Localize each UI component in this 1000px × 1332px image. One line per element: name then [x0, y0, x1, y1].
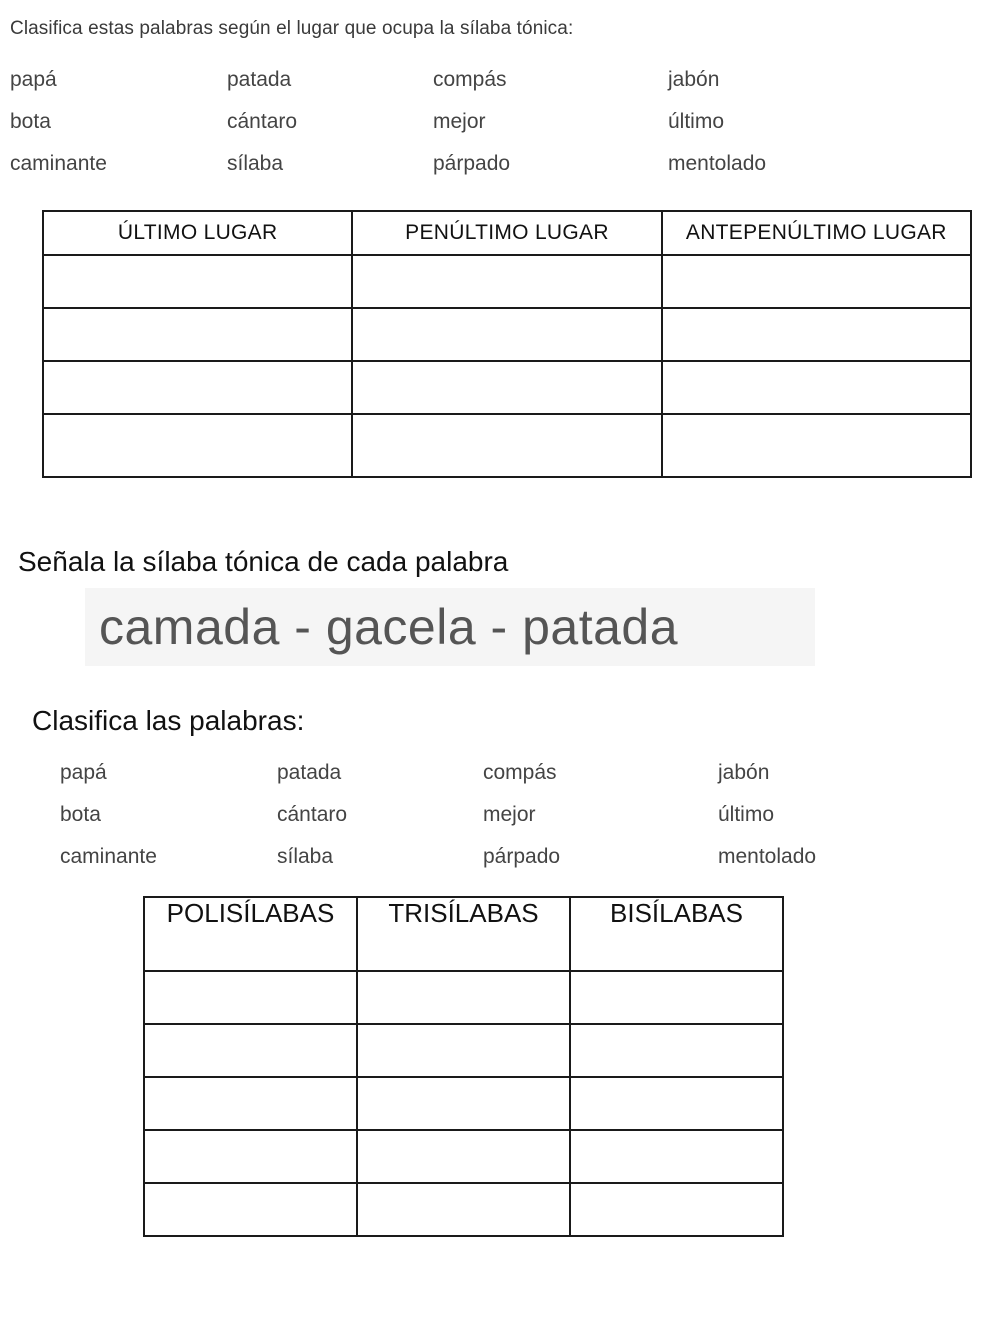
- table-row: [144, 1130, 783, 1183]
- word: último: [718, 803, 775, 826]
- header-polisilabas: POLISÍLABAS: [144, 897, 357, 971]
- word: jabón: [718, 761, 770, 784]
- word: jabón: [668, 68, 720, 91]
- answer-cell[interactable]: [662, 308, 971, 361]
- word: sílaba: [227, 152, 284, 175]
- word: patada: [227, 68, 292, 91]
- word: compás: [433, 68, 507, 91]
- answer-cell[interactable]: [352, 255, 661, 308]
- header-antepenultimo-lugar: ANTEPENÚLTIMO LUGAR: [662, 211, 971, 255]
- word: cántaro: [277, 803, 348, 826]
- instruction-classify-tonic: Clasifica estas palabras según el lugar que ocupa la sílaba tónica:: [10, 18, 574, 39]
- answer-cell[interactable]: [662, 255, 971, 308]
- answer-cell[interactable]: [570, 1130, 783, 1183]
- header-ultimo-lugar: ÚLTIMO LUGAR: [43, 211, 352, 255]
- table-row: [43, 361, 971, 414]
- words-to-mark: camada - gacela - patada: [85, 588, 815, 666]
- answer-cell[interactable]: [570, 1077, 783, 1130]
- table-row: [43, 308, 971, 361]
- table-row: [144, 1024, 783, 1077]
- answer-cell[interactable]: [43, 414, 352, 477]
- word: caminante: [10, 152, 107, 175]
- word: bota: [10, 110, 51, 133]
- instruction-classify-words: Clasifica las palabras:: [32, 705, 305, 736]
- word: caminante: [60, 845, 157, 868]
- word: patada: [277, 761, 342, 784]
- word: mejor: [483, 803, 536, 826]
- word: párpado: [433, 152, 511, 175]
- table-row: [144, 1077, 783, 1130]
- answer-cell[interactable]: [570, 1024, 783, 1077]
- word: último: [668, 110, 725, 133]
- answer-cell[interactable]: [570, 1183, 783, 1236]
- answer-cell[interactable]: [357, 1077, 570, 1130]
- answer-cell[interactable]: [662, 361, 971, 414]
- word: cántaro: [227, 110, 298, 133]
- word: papá: [60, 761, 107, 784]
- answer-cell[interactable]: [43, 308, 352, 361]
- answer-cell[interactable]: [43, 255, 352, 308]
- answer-cell[interactable]: [43, 361, 352, 414]
- answer-cell[interactable]: [144, 1077, 357, 1130]
- answer-cell[interactable]: [662, 414, 971, 477]
- header-penultimo-lugar: PENÚLTIMO LUGAR: [352, 211, 661, 255]
- word: bota: [60, 803, 101, 826]
- word: compás: [483, 761, 557, 784]
- answer-cell[interactable]: [357, 1130, 570, 1183]
- table-row: [43, 255, 971, 308]
- word: sílaba: [277, 845, 334, 868]
- answer-cell[interactable]: [570, 971, 783, 1024]
- table-row: [43, 414, 971, 477]
- word: papá: [10, 68, 57, 91]
- header-bisilabas: BISÍLABAS: [570, 897, 783, 971]
- answer-cell[interactable]: [352, 414, 661, 477]
- word: mentolado: [718, 845, 817, 868]
- table-row: [144, 971, 783, 1024]
- syllable-count-table: [143, 896, 784, 1237]
- word-list-1: [10, 59, 870, 185]
- word: párpado: [483, 845, 561, 868]
- word: mentolado: [668, 152, 767, 175]
- answer-cell[interactable]: [144, 971, 357, 1024]
- table-row: [144, 1183, 783, 1236]
- word-list-2: [60, 752, 920, 878]
- word: mejor: [433, 110, 486, 133]
- tonic-syllable-table: [42, 210, 972, 478]
- answer-cell[interactable]: [144, 1024, 357, 1077]
- answer-cell[interactable]: [357, 971, 570, 1024]
- header-trisilabas: TRISÍLABAS: [357, 897, 570, 971]
- instruction-mark-tonic: Señala la sílaba tónica de cada palabra: [18, 546, 509, 577]
- answer-cell[interactable]: [357, 1024, 570, 1077]
- answer-cell[interactable]: [144, 1130, 357, 1183]
- answer-cell[interactable]: [352, 361, 661, 414]
- answer-cell[interactable]: [144, 1183, 357, 1236]
- answer-cell[interactable]: [357, 1183, 570, 1236]
- answer-cell[interactable]: [352, 308, 661, 361]
